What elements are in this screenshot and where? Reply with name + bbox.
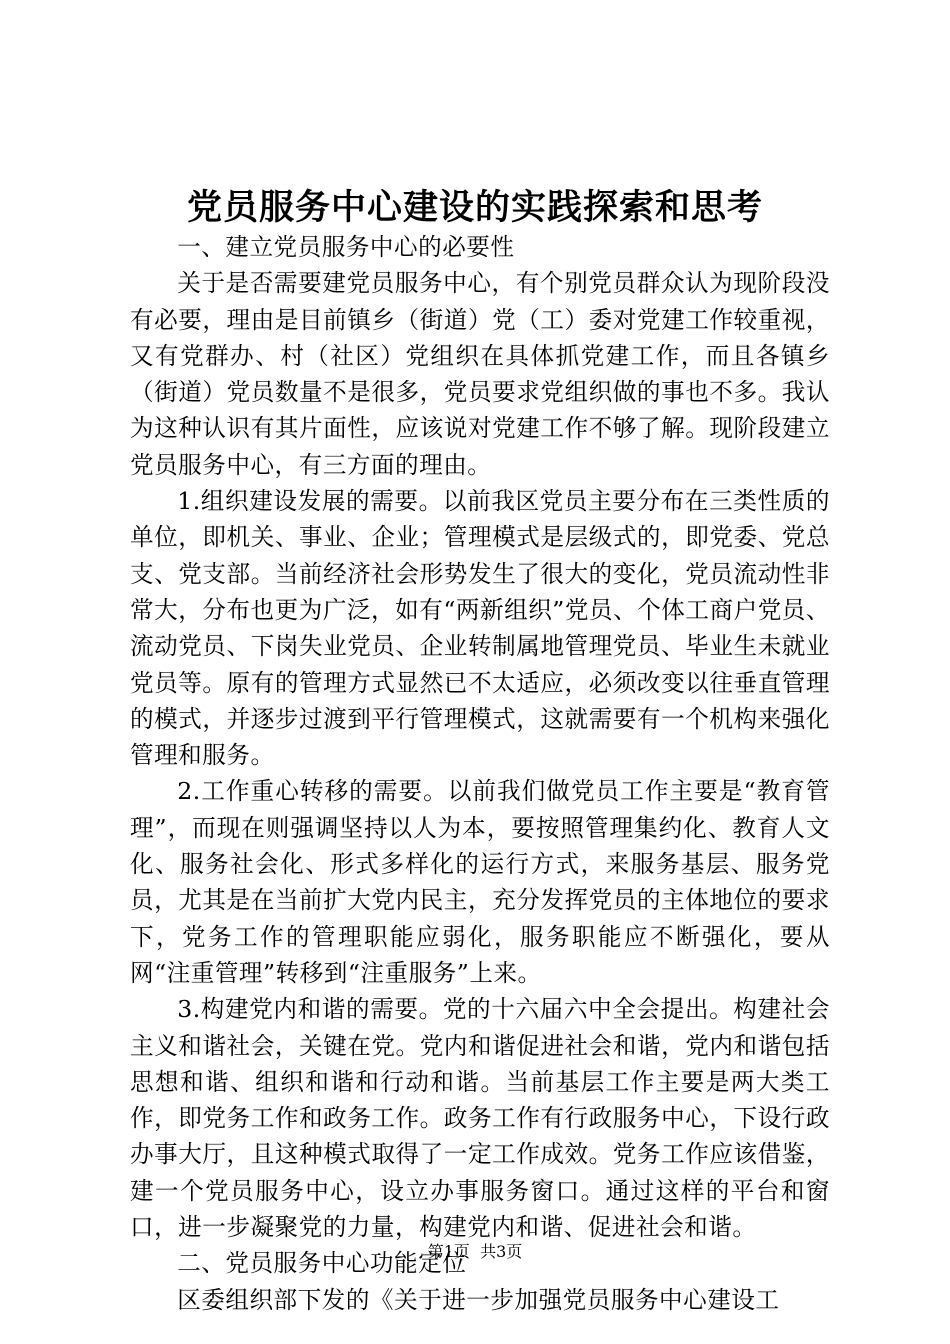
document-body [130, 229, 830, 1318]
paragraph-section-2-start: 区委组织部下发的《关于进一步加强党员服务中心建设工 [177, 1285, 780, 1314]
paragraph-point-3: 3.构建党内和谐的需要。党的十六届六中全会提出。构建社会主义和谐社会，关键在党。党内和谐促进社会和谐，党内和谐包括思想和谐、组织和谐和行动和谐。当前基层工作主要是两大类工作，即党务工作和政务工作。政务工作有行政服务中心，下设行政办事大厅，且这种模式取得了一定工作成效。党务工作应该借鉴，建一个党员服务中心，设立办事服务窗口。通过这样的平台和窗口，进一步凝聚党的力量，构建党内和谐、促进社会和谐。 [130, 995, 830, 1242]
paragraph-point-2: 2.工作重心转移的需要。以前我们做党员工作主要是“教育管理”，而现在则强调坚持以人为本，要按照管理集约化、教育人文化、服务社会化、形式多样化的运行方式，来服务基层、服务党员，尤其是在当前扩大党内民主，充分发挥党员的主体地位的要求下，党务工作的管理职能应弱化，服务职能应不断强化，要从网“注重管理”转移到“注重服务”上来。 [130, 777, 830, 987]
section-heading-1: 一、建立党员服务中心的必要性 [177, 233, 515, 261]
document-title: 党员服务中心建设的实践探索和思考 [186, 187, 763, 228]
paragraph-point-1: 1.组织建设发展的需要。以前我区党员主要分布在三类性质的单位，即机关、事业、企业；管理模式是层级式的，即党委、党总支、党支部。当前经济社会形势发生了很大的变化，党员流动性非常大，分布也更为广泛，如有“两新组织”党员、个体工商户党员、流动党员、下岗失业党员、企业转制属地管理党员、毕业生未就业党员等。原有的管理方式显然已不太适应，必须改变以往垂直管理的模式，并逐步过渡到平行管理模式，这就需要有一个机构来强化管理和服务。 [130, 487, 830, 770]
page-footer [0, 1240, 950, 1264]
page-number: 第1页 共3页 [427, 1242, 523, 1261]
section-heading-2: 二、党员服务中心功能定位 [177, 1249, 467, 1278]
paragraph-intro: 关于是否需要建党员服务中心，有个别党员群众认为现阶段没有必要，理由是目前镇乡（街道）党（工）委对党建工作较重视，又有党群办、村（社区）党组织在具体抓党建工作，而且各镇乡（街道）党员数量不是很多，党员要求党组织做的事也不多。我认为这种认识有其片面性，应该说对党建工作不够了解。现阶段建立党员服务中心，有三方面的理由。 [130, 269, 830, 479]
